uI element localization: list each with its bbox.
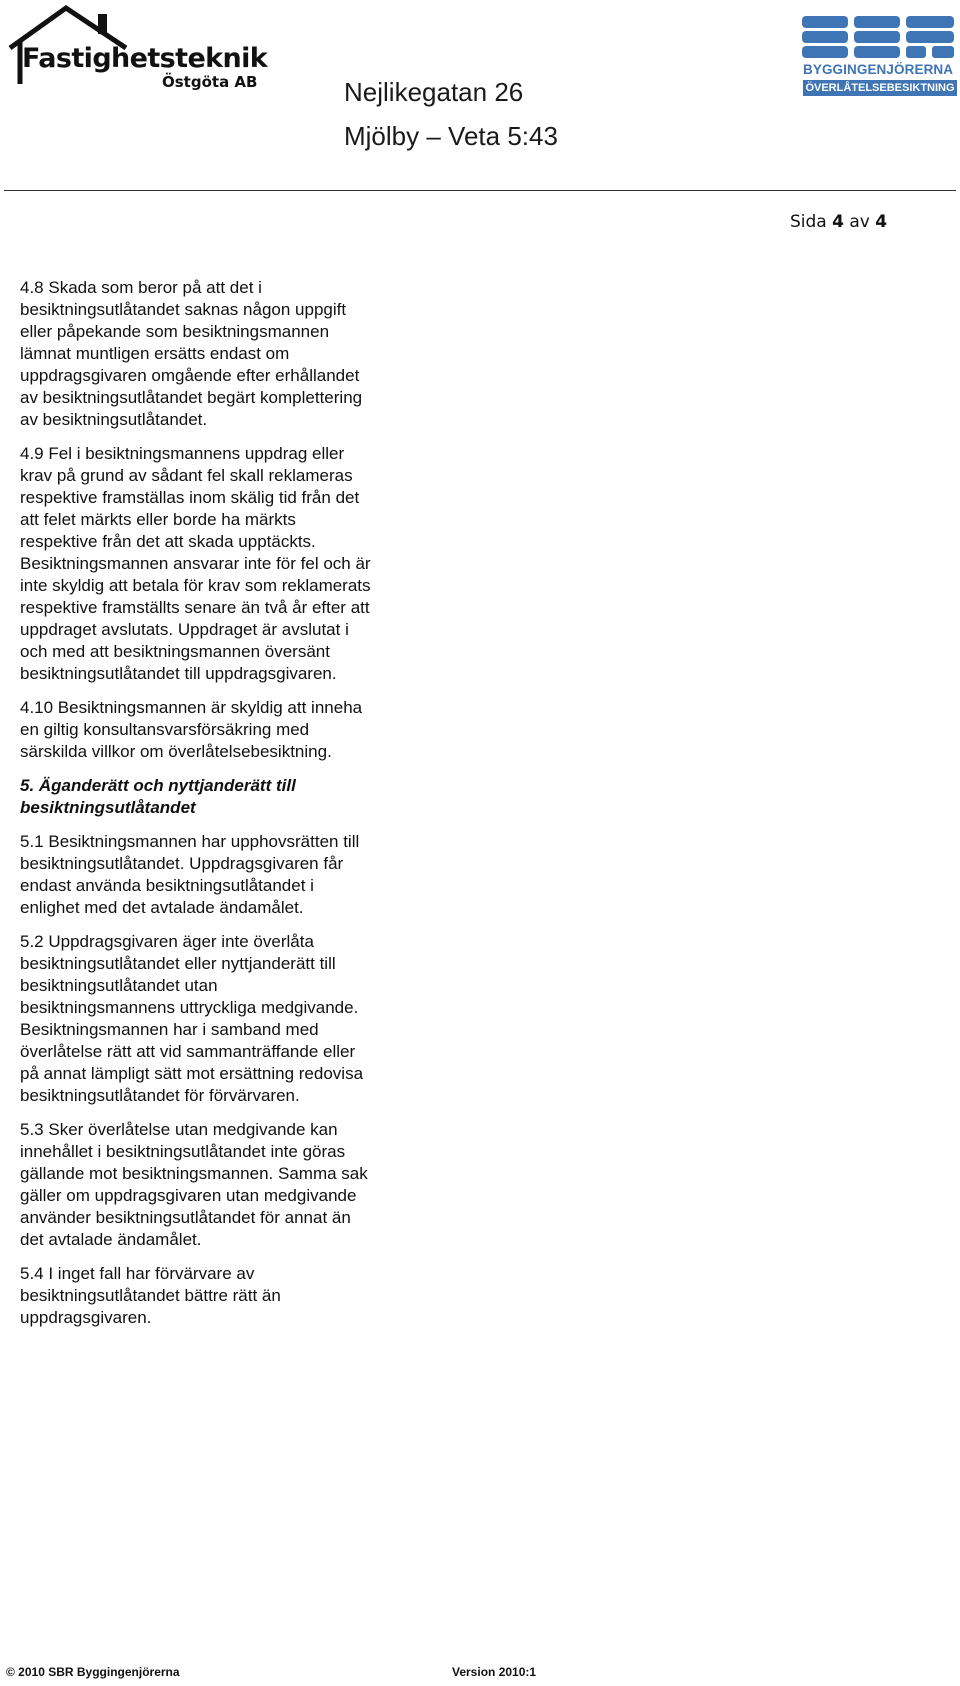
text-line: besiktningsutlåtandet för förvärvaren. [20,1086,300,1105]
paragraph [20,443,440,685]
footer-version: Version 2010:1 [452,1665,537,1679]
paragraph [20,697,440,763]
text-line: respektive från det att skada upptäckts. [20,532,316,551]
text-line: överlåtelse rätt att vid sammanträffande eller [20,1042,356,1061]
text-line: uppdragsgivaren. [20,1308,152,1327]
document-body [20,277,440,1341]
text-line: enlighet med det avtalade ändamålet. [20,898,304,917]
paragraph [20,277,440,431]
text-line: gäller om uppdragsgivaren utan medgivande [20,1186,357,1205]
text-line: en giltig konsultansvarsförsäkring med [20,720,310,739]
page-number-total: 4 [875,212,888,232]
text-line: inte skyldig att betala för krav som reklamerats [20,576,371,595]
paragraph [20,1119,440,1251]
text-line: besiktningsutlåtandet bättre rätt än [20,1286,281,1305]
text-line: av besiktningsutlåtandet begärt komplettering [20,388,363,407]
paragraph [20,931,440,1107]
text-line: och med att besiktningsmannen översänt [20,642,330,661]
text-line: 4.9 Fel i besiktningsmannens uppdrag eller [20,444,345,463]
text-line: Besiktningsmannen ansvarar inte för fel och är [20,554,371,573]
text-line: 4.10 Besiktningsmannen är skyldig att inneha [20,698,363,717]
page-number [790,212,887,232]
text-line: 5.4 I inget fall har förvärvare av [20,1264,255,1283]
text-line: besiktningsutlåtandet. Uppdragsgivaren får [20,854,344,873]
text-line: innehållet i besiktningsutlåtandet inte göras [20,1142,346,1161]
text-line: besiktningsutlåtandet till uppdragsgivaren. [20,664,337,683]
text-line: besiktningsutlåtandet utan [20,976,218,995]
page-number-separator: av [849,212,870,232]
company-name: Fastighetsteknik [22,43,268,74]
property-address [344,70,558,158]
text-line: använder besiktningsutlåtandet för annat än [20,1208,351,1227]
text-line: 5. Äganderätt och nyttjanderätt till [20,776,296,795]
text-line: det avtalade ändamålet. [20,1230,202,1249]
page-number-current: 4 [832,212,844,232]
text-line: av besiktningsutlåtandet. [20,410,208,429]
paragraph [20,831,440,919]
address-line-2: Mjölby – Veta 5:43 [344,121,558,151]
sbr-title: BYGGINGENJÖRERNA [803,62,954,77]
text-line: besiktningsutlåtandet saknas någon uppgift [20,300,347,319]
paragraph [20,1263,440,1329]
text-line: 4.8 Skada som beror på att det i [20,278,262,297]
text-line: uppdraget avslutats. Uppdraget är avslutat i [20,620,349,639]
footer-copyright: © 2010 SBR Byggingenjörerna [6,1665,180,1679]
text-line: endast använda besiktningsutlåtandet i [20,876,314,895]
text-line: krav på grund av sådant fel skall reklameras [20,466,353,485]
text-line: besiktningsmannens uttryckliga medgivande. [20,998,359,1017]
text-line: lämnat muntligen ersätts endast om [20,344,290,363]
text-line: 5.1 Besiktningsmannen har upphovsrätten till [20,832,360,851]
text-line: 5.3 Sker överlåtelse utan medgivande kan [20,1120,338,1139]
page-number-prefix: Sida [790,212,827,232]
section-heading [20,775,440,819]
text-line: eller påpekande som besiktningsmannen [20,322,330,341]
company-subtitle: Östgöta AB [162,73,258,91]
text-line: särskilda villkor om överlåtelsebesiktning. [20,742,332,761]
text-line: besiktningsutlåtandet eller nyttjanderätt till [20,954,336,973]
sbr-subtitle-badge: ÖVERLÅTELSEBESIKTNING [803,80,957,96]
header-divider [4,190,956,191]
text-line: på annat lämpligt sätt mot ersättning redovisa [20,1064,364,1083]
text-line: Besiktningsmannen har i samband med [20,1020,319,1039]
text-line: respektive framställas inom skälig tid från det [20,488,360,507]
address-line-1: Nejlikegatan 26 [344,77,524,107]
text-line: uppdragsgivaren omgående efter erhållandet [20,366,360,385]
text-line: att felet märkts eller borde ha märkts [20,510,296,529]
text-line: gällande mot besiktningsmannen. Samma sak [20,1164,368,1183]
sbr-letters-icon [800,14,958,62]
text-line: besiktningsutlåtandet [20,798,196,817]
text-line: 5.2 Uppdragsgivaren äger inte överlåta [20,932,314,951]
text-line: respektive framställts senare än två år efter att [20,598,370,617]
